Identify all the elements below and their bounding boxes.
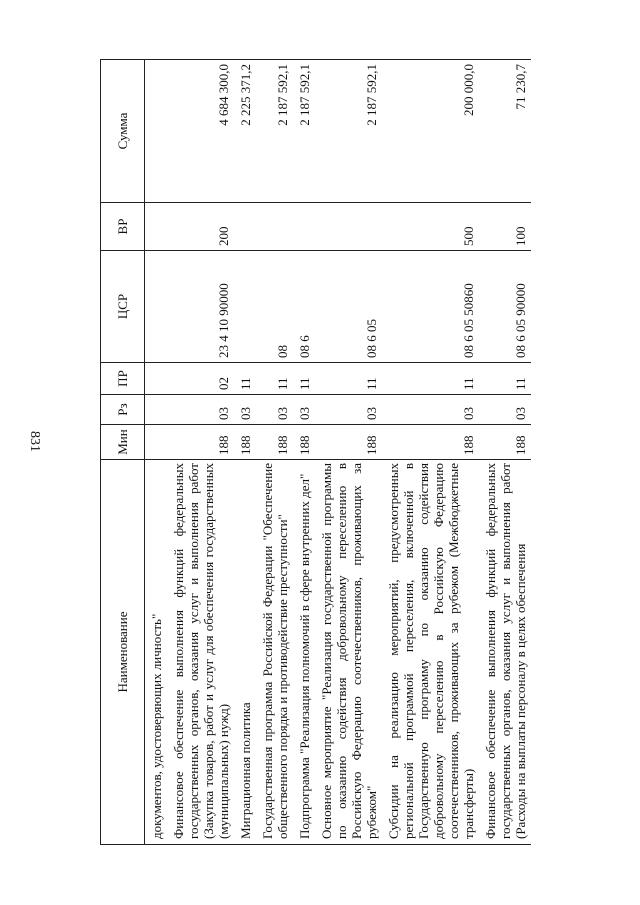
row-pr: 11 [256,363,293,395]
row-vr [256,203,293,251]
row-csr: 08 6 05 90000 [479,251,531,363]
row-csr: 08 6 05 [315,251,382,363]
table-row [479,60,531,845]
header-vr: ВР [101,203,145,251]
row-sum: 2 187 592,1 [256,60,293,203]
row-name: Финансовое обеспечение выполнения функций федеральных государственных органов, оказания услуг и выполнения работ (Закупка товаров, работ и услуг для обеспечения государственных (муниципальных) нужд) [167,460,234,845]
row-rz: 03 [315,395,382,425]
row-rz: 03 [479,395,531,425]
row-min: 188 [256,425,293,460]
table-row [293,60,315,845]
row-name: Миграционная политика [234,460,256,845]
row-name: Основное мероприятие "Реализация государственной программы по оказанию содействия добровольному переселению в Российскую Федерацию соотечественников, проживающих за рубежом" [315,460,382,845]
row-name: Подпрограмма "Реализация полномочий в сфере внутренних дел" [293,460,315,845]
row-sum: 200 000,0 [382,60,479,203]
row-vr: 100 [479,203,531,251]
row-pr: 11 [234,363,256,395]
row-rz: 03 [293,395,315,425]
row-csr [145,251,168,363]
header-rz: Рз [101,395,145,425]
row-name: Государственная программа Российской Федерации "Обеспечение общественного порядка и противодействие преступности" [256,460,293,845]
row-rz: 03 [234,395,256,425]
row-sum: 4 684 300,0 [167,60,234,203]
row-vr [315,203,382,251]
table-row [315,60,382,845]
table-row [234,60,256,845]
row-name: Субсидии на реализацию мероприятий, предусмотренных региональной программой переселения, включенной в Государственную программу по оказанию содействия добровольному переселению в Российскую Федерацию соотечественников, проживающих за рубежом (Межбюджетные трансферты) [382,460,479,845]
row-rz: 03 [382,395,479,425]
row-vr [234,203,256,251]
header-sum: Сумма [101,60,145,203]
header-min: Мин [101,425,145,460]
row-name: Финансовое обеспечение выполнения функций федеральных государственных органов, оказания услуг и выполнения работ (Расходы на выплаты персоналу в целях обеспечения [479,460,531,845]
row-vr [145,203,168,251]
row-pr: 11 [479,363,531,395]
row-name: документов, удостоверяющих личность" [145,460,168,845]
row-rz: 03 [256,395,293,425]
table-row [167,60,234,845]
budget-table [100,59,531,845]
header-csr: ЦСР [101,251,145,363]
page-number: 831 [27,431,42,452]
row-min: 188 [234,425,256,460]
row-pr: 11 [382,363,479,395]
table-row [256,60,293,845]
row-pr: 02 [167,363,234,395]
row-csr: 23 4 10 90000 [167,251,234,363]
row-sum: 2 225 371,2 [234,60,256,203]
row-pr: 11 [315,363,382,395]
row-min: 188 [293,425,315,460]
row-csr: 08 6 05 50860 [382,251,479,363]
row-csr: 08 [256,251,293,363]
row-sum: 2 187 592,1 [315,60,382,203]
row-rz [145,395,168,425]
row-csr [234,251,256,363]
row-pr: 11 [293,363,315,395]
row-sum: 71 230,7 [479,60,531,203]
row-vr: 200 [167,203,234,251]
row-min: 188 [167,425,234,460]
row-min: 188 [315,425,382,460]
row-min [145,425,168,460]
row-csr: 08 6 [293,251,315,363]
row-sum [145,60,168,203]
row-vr: 500 [382,203,479,251]
table-row [382,60,479,845]
budget-table-container [100,60,619,845]
header-pr: ПР [101,363,145,395]
header-name: Наименование [101,460,145,845]
row-vr [293,203,315,251]
row-sum: 2 187 592,1 [293,60,315,203]
row-rz: 03 [167,395,234,425]
header-row [101,60,145,845]
row-min: 188 [382,425,479,460]
table-row [145,60,168,845]
row-pr [145,363,168,395]
row-min: 188 [479,425,531,460]
